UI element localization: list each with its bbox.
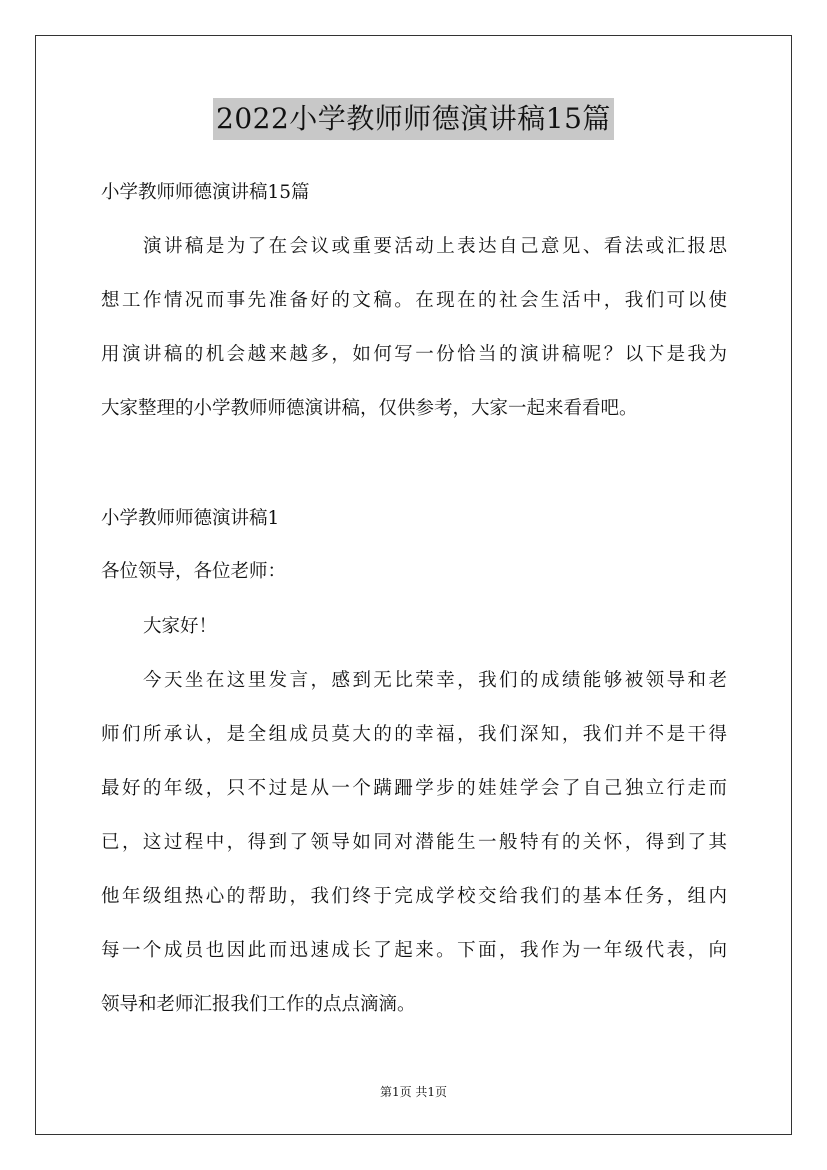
intro-line-3: 用演讲稿的机会越来越多，如何写一份恰当的演讲稿呢？以下是我为 <box>101 344 727 365</box>
title-wrap <box>0 98 827 140</box>
body-line-1: 今天坐在这里发言，感到无比荣幸，我们的成绩能够被领导和老 <box>143 670 727 691</box>
document-title: 2022小学教师师德演讲稿15篇 <box>213 98 614 140</box>
intro-line-2: 想工作情况而事先准备好的文稿。在现在的社会生活中，我们可以使 <box>101 290 727 311</box>
greeting: 大家好！ <box>143 616 218 637</box>
page-footer: 第1页 共1页 <box>379 1085 448 1099</box>
salutation: 各位领导，各位老师： <box>101 561 287 582</box>
body-line-4: 已，这过程中，得到了领导如同对潜能生一般特有的关怀，得到了其 <box>101 832 727 853</box>
intro-line-4: 大家整理的小学教师师德演讲稿，仅供参考，大家一起来看看吧。 <box>101 398 638 419</box>
intro-line-1: 演讲稿是为了在会议或重要活动上表达自己意见、看法或汇报思 <box>143 236 727 257</box>
body-line-3: 最好的年级，只不过是从一个蹒跚学步的娃娃学会了自己独立行走而 <box>101 778 727 799</box>
body-line-5: 他年级组热心的帮助，我们终于完成学校交给我们的基本任务，组内 <box>101 886 727 907</box>
body-line-7: 领导和老师汇报我们工作的点点滴滴。 <box>101 994 416 1015</box>
body-line-6: 每一个成员也因此而迅速成长了起来。下面，我作为一年级代表，向 <box>101 940 727 961</box>
section-heading: 小学教师师德演讲稿1 <box>101 508 280 529</box>
body-line-2: 师们所承认，是全组成员莫大的的幸福，我们深知，我们并不是干得 <box>101 724 727 745</box>
subtitle: 小学教师师德演讲稿15篇 <box>101 182 310 203</box>
